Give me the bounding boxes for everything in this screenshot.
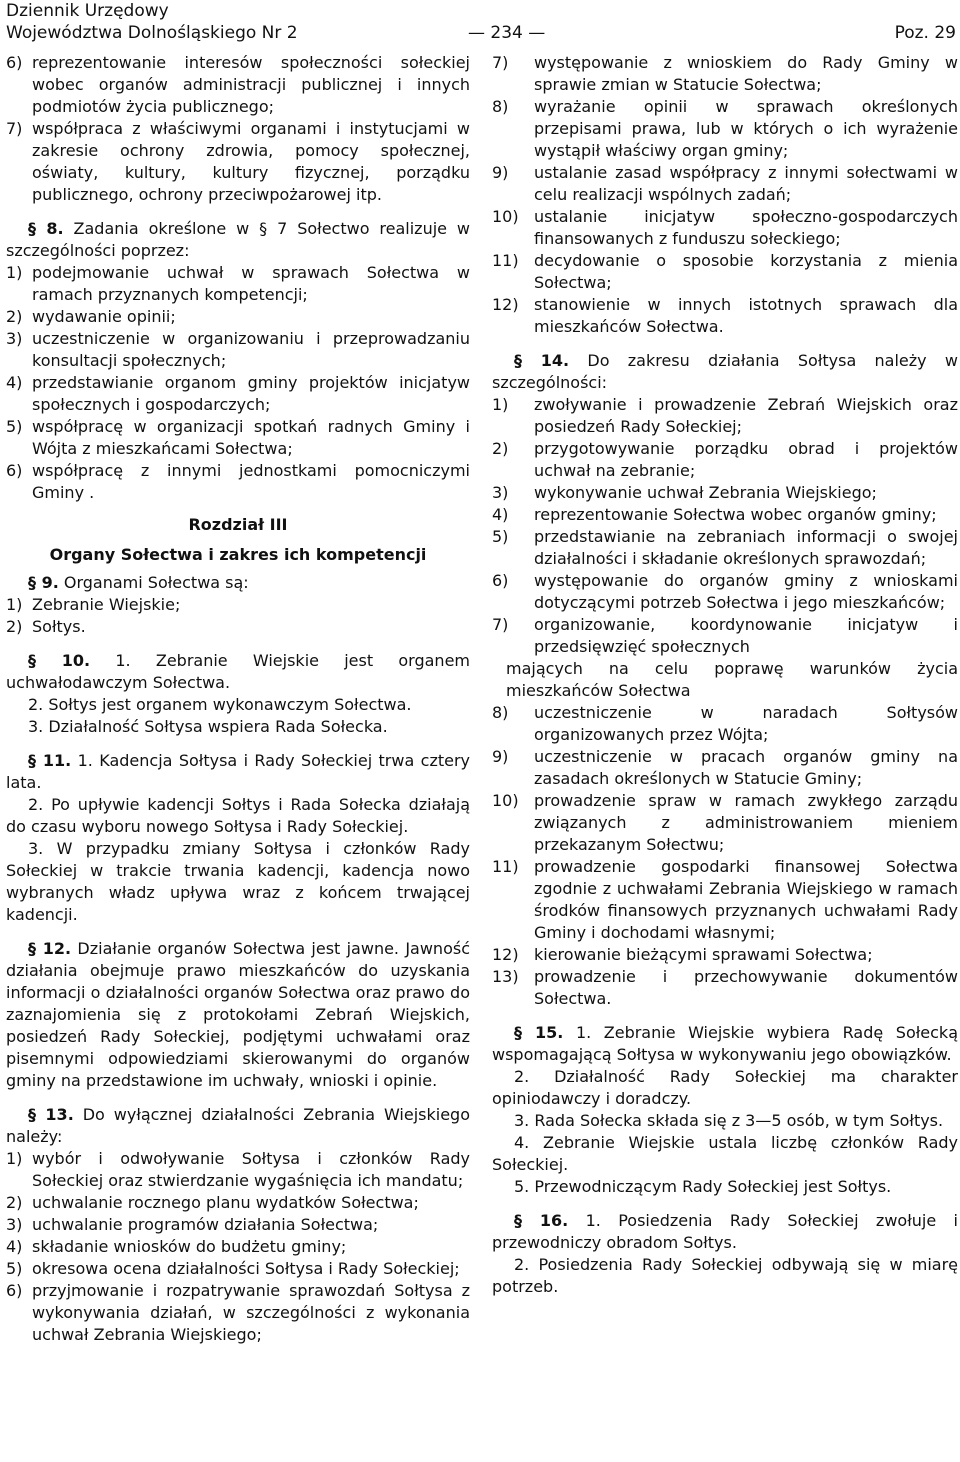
list-item-number: 7) xyxy=(6,119,23,138)
list-item xyxy=(492,944,958,966)
list-item-number: 2) xyxy=(6,617,23,636)
paragraph-9 xyxy=(6,572,470,594)
list-item-number: 7) xyxy=(492,53,509,72)
publication-name: Województwa Dolnośląskiego Nr 2 xyxy=(6,23,298,43)
list-item xyxy=(6,1214,470,1236)
list-item-number: 12) xyxy=(492,945,519,964)
paragraph-16 xyxy=(492,1210,958,1254)
list-item xyxy=(492,790,958,856)
section-mark: § 8. xyxy=(28,219,64,238)
list-item-text: uczestniczenie w naradach Sołtysów organizowanych przez Wójta; xyxy=(534,703,958,744)
section-mark: § 12. xyxy=(28,939,72,958)
left-column xyxy=(6,52,470,1346)
list-item-number: 8) xyxy=(492,97,509,116)
list-item-number: 4) xyxy=(6,1237,23,1256)
list-item-text: Sołtys. xyxy=(32,617,86,636)
section-mark: § 10. xyxy=(28,651,91,670)
paragraph-text: 1. Zebranie Wiejskie jest organem uchwałodawczym Sołectwa. xyxy=(6,651,471,692)
paragraph-16-2: 2. Posiedzenia Rady Sołeckiej odbywają się w miarę potrzeb. xyxy=(492,1255,958,1296)
list-item-number: 1) xyxy=(6,263,23,282)
list-item xyxy=(6,306,470,328)
list-item xyxy=(492,206,958,250)
p7-list xyxy=(6,52,470,206)
list-item xyxy=(492,746,958,790)
paragraph-text: 1. Zebranie Wiejskie wybiera Radę Sołecką wspomagającą Sołtysa w wykonywaniu jego obowiązków. xyxy=(492,1023,958,1064)
list-item-number: 2) xyxy=(6,1193,23,1212)
page-header xyxy=(6,0,956,44)
list-item xyxy=(492,162,958,206)
list-item xyxy=(492,96,958,162)
list-item-number: 5) xyxy=(6,417,23,436)
list-item xyxy=(6,52,470,118)
list-item-number: 12) xyxy=(492,295,519,314)
list-item-number: 2) xyxy=(492,439,509,458)
paragraph-text: 1. Kadencja Sołtysa i Rady Sołeckiej trwa cztery lata. xyxy=(6,751,470,792)
list-item xyxy=(492,526,958,570)
paragraph-14 xyxy=(492,350,958,394)
list-item-number: 7) xyxy=(492,615,509,634)
list-item-text: występowanie do organów gminy z wnioskami dotyczącymi potrzeb Sołectwa i jego mieszkańców; xyxy=(534,571,958,612)
list-item-number: 2) xyxy=(6,307,23,326)
list-item-number: 10) xyxy=(492,207,519,226)
paragraph-text: Do zakresu działania Sołtysa należy w szczególności: xyxy=(492,351,958,392)
list-item-number: 8) xyxy=(492,703,509,722)
list-item xyxy=(492,614,958,658)
list-item xyxy=(492,856,958,944)
list-item-text: stanowienie w innych istotnych sprawach dla mieszkańców Sołectwa. xyxy=(534,295,958,336)
list-item-text: organizowanie, koordynowanie inicjatyw i przedsięwzięć społecznych xyxy=(534,615,958,656)
list-item-text: ustalanie inicjatyw społeczno-gospodarczych finansowanych z funduszu sołeckiego; xyxy=(534,207,958,248)
chapter-subtitle: Organy Sołectwa i zakres ich kompetencji xyxy=(49,545,427,564)
list-item xyxy=(6,1192,470,1214)
list-item xyxy=(492,702,958,746)
paragraph-15-3: 3. Rada Sołecka składa się z 3—5 osób, w tym Sołtys. xyxy=(514,1111,944,1130)
paragraph-text: 1. Posiedzenia Rady Sołeckiej zwołuje i przewodniczy obradom Sołtys. xyxy=(492,1211,958,1252)
list-item-text: kierowanie bieżącymi sprawami Sołectwa; xyxy=(534,945,873,964)
list-item-text: reprezentowanie Sołectwa wobec organów gminy; xyxy=(534,505,937,524)
list-item-text: wykonywanie uchwał Zebrania Wiejskiego; xyxy=(534,483,877,502)
list-item-number: 4) xyxy=(492,505,509,524)
list-item xyxy=(6,328,470,372)
list-item xyxy=(6,1148,470,1192)
paragraph-8 xyxy=(6,218,470,262)
list-item-number: 6) xyxy=(6,461,23,480)
section-mark: § 9. xyxy=(28,573,59,592)
list-item-number: 6) xyxy=(6,1281,23,1300)
paragraph-11 xyxy=(6,750,470,794)
list-item xyxy=(6,616,470,638)
list-item-text: zwoływanie i prowadzenie Zebrań Wiejskich oraz posiedzeń Rady Sołeckiej; xyxy=(534,395,958,436)
paragraph-14-mid: mających na celu poprawę warunków życia mieszkańców Sołectwa xyxy=(506,659,958,700)
list-item-text: przedstawianie organom gminy projektów inicjatyw społecznych i gospodarczych; xyxy=(32,373,470,414)
list-item-text: wyrażanie opinii w sprawach określonych przepisami prawa, lub w których o ich wyrażenie wystąpił właściwy organ gminy; xyxy=(534,97,958,160)
paragraph-12 xyxy=(6,938,470,1092)
list-item-number: 5) xyxy=(492,527,509,546)
p8-list xyxy=(6,262,470,504)
list-item-text: podejmowanie uchwał w sprawach Sołectwa w ramach przyznanych kompetencji; xyxy=(32,263,470,304)
list-item xyxy=(492,250,958,294)
list-item-number: 13) xyxy=(492,967,519,986)
journal-title: Dziennik Urzędowy xyxy=(6,1,169,21)
paragraph-11-3: 3. W przypadku zmiany Sołtysa i członków Rady Sołeckiej w trakcie trwania kadencji, kadencja nowo wybranych władz upływa wraz z końcem trwającej kadencji. xyxy=(6,839,470,924)
list-item xyxy=(6,1236,470,1258)
list-item-number: 1) xyxy=(6,595,23,614)
list-item-text: współpracę z innymi jednostkami pomocniczymi Gminy . xyxy=(32,461,470,502)
list-item-text: okresowa ocena działalności Sołtysa i Rady Sołeckiej; xyxy=(32,1259,460,1278)
list-item-text: uchwalanie rocznego planu wydatków Sołectwa; xyxy=(32,1193,419,1212)
list-item xyxy=(492,52,958,96)
section-mark: § 13. xyxy=(28,1105,74,1124)
list-item-text: współpracę w organizacji spotkań radnych Gminy i Wójta z mieszkańcami Sołectwa; xyxy=(32,417,470,458)
list-item xyxy=(492,966,958,1010)
paragraph-10-3: 3. Działalność Sołtysa wspiera Rada Sołecka. xyxy=(28,717,388,736)
list-item-number: 3) xyxy=(6,329,23,348)
list-item xyxy=(492,570,958,614)
list-item-text: prowadzenie i przechowywanie dokumentów Sołectwa. xyxy=(534,967,958,1008)
list-item xyxy=(6,594,470,616)
list-item-text: wydawanie opinii; xyxy=(32,307,176,326)
list-item xyxy=(6,262,470,306)
p14-list-a xyxy=(492,394,958,658)
section-mark: § 14. xyxy=(514,351,570,370)
list-item-text: przyjmowanie i rozpatrywanie sprawozdań Sołtysa z wykonywania działań, w szczególności z wykonania uchwał Zebrania Wiejskiego; xyxy=(32,1281,470,1344)
paragraph-text: Organami Sołectwa są: xyxy=(58,573,249,592)
list-item-text: współpraca z właściwymi organami i instytucjami w zakresie ochrony zdrowia, pomocy społecznej, oświaty, kultury, kultury fizycznej, porządku publicznego, ochrony przeciwpożarowej itp. xyxy=(32,119,470,204)
p13-list-continued xyxy=(492,52,958,338)
list-item xyxy=(6,460,470,504)
paragraph-15-5: 5. Przewodniczącym Rady Sołeckiej jest Sołtys. xyxy=(514,1177,892,1196)
paragraph-15-2: 2. Działalność Rady Sołeckiej ma charakter opiniodawczy i doradczy. xyxy=(492,1067,958,1108)
section-mark: § 16. xyxy=(514,1211,569,1230)
list-item-number: 6) xyxy=(6,53,23,72)
list-item-text: występowanie z wnioskiem do Rady Gminy w sprawie zmian w Statucie Sołectwa; xyxy=(534,53,958,94)
page-number: — 234 — xyxy=(468,23,546,43)
list-item-text: decydowanie o sposobie korzystania z mienia Sołectwa; xyxy=(534,251,958,292)
header-row xyxy=(6,22,956,44)
p9-list xyxy=(6,594,470,638)
list-item xyxy=(492,438,958,482)
list-item-text: prowadzenie gospodarki finansowej Sołectwa zgodnie z uchwałami Zebrania Wiejskiego w ramach środków finansowych przyznanych uchwałami Rady Gminy i dochodami własnymi; xyxy=(534,857,958,942)
list-item-text: wybór i odwoływanie Sołtysa i członków Rady Sołeckiej oraz stwierdzanie wygaśnięcia ich mandatu; xyxy=(32,1149,470,1190)
list-item-number: 3) xyxy=(6,1215,23,1234)
list-item-number: 1) xyxy=(6,1149,23,1168)
paragraph-text: Do wyłącznej działalności Zebrania Wiejskiego należy: xyxy=(6,1105,471,1146)
list-item xyxy=(6,118,470,206)
list-item-number: 3) xyxy=(492,483,509,502)
list-item-number: 5) xyxy=(6,1259,23,1278)
list-item-number: 9) xyxy=(492,163,509,182)
position-number: Poz. 29 xyxy=(894,23,956,43)
list-item-number: 6) xyxy=(492,571,509,590)
paragraph-10-2: 2. Sołtys jest organem wykonawczym Sołectwa. xyxy=(28,695,412,714)
right-column xyxy=(492,52,958,1298)
list-item xyxy=(492,482,958,504)
paragraph-15 xyxy=(492,1022,958,1066)
list-item-number: 10) xyxy=(492,791,519,810)
paragraph-11-2: 2. Po upływie kadencji Sołtys i Rada Sołecka działają do czasu wyboru nowego Sołtysa i Rady Sołeckiej. xyxy=(6,795,470,836)
list-item-number: 11) xyxy=(492,857,519,876)
list-item xyxy=(6,372,470,416)
list-item xyxy=(6,1280,470,1346)
paragraph-15-4: 4. Zebranie Wiejskie ustala liczbę członków Rady Sołeckiej. xyxy=(492,1133,958,1174)
paragraph-10 xyxy=(6,650,470,694)
list-item-text: przygotowywanie porządku obrad i projektów uchwał na zebranie; xyxy=(534,439,958,480)
section-mark: § 15. xyxy=(514,1023,564,1042)
paragraph-13 xyxy=(6,1104,470,1148)
list-item-text: ustalanie zasad współpracy z innymi sołectwami w celu realizacji wspólnych zadań; xyxy=(534,163,958,204)
list-item-text: uczestniczenie w organizowaniu i przeprowadzaniu konsultacji społecznych; xyxy=(32,329,470,370)
list-item-number: 1) xyxy=(492,395,509,414)
list-item xyxy=(492,504,958,526)
list-item xyxy=(6,1258,470,1280)
section-mark: § 11. xyxy=(28,751,72,770)
p14-list-b xyxy=(492,702,958,1010)
list-item-text: przedstawianie na zebraniach informacji o swojej działalności i składanie określonych sprawozdań; xyxy=(534,527,958,568)
list-item-number: 11) xyxy=(492,251,519,270)
list-item-text: składanie wniosków do budżetu gminy; xyxy=(32,1237,347,1256)
chapter-title: Rozdział III xyxy=(188,515,288,534)
list-item xyxy=(492,394,958,438)
list-item-number: 9) xyxy=(492,747,509,766)
list-item-text: prowadzenie spraw w ramach zwykłego zarządu związanych z administrowaniem mieniem przekazanym Sołectwu; xyxy=(534,791,958,854)
list-item-text: uchwalanie programów działania Sołectwa; xyxy=(32,1215,379,1234)
list-item xyxy=(492,294,958,338)
paragraph-text: Zadania określone w § 7 Sołectwo realizuje w szczególności poprzez: xyxy=(6,219,471,260)
list-item-number: 4) xyxy=(6,373,23,392)
paragraph-text: Działanie organów Sołectwa jest jawne. Jawność działania obejmuje prawo mieszkańców do uzyskania informacji o działalności organów Sołectwa oraz prawo do zaznajomienia się z protokołami Zebrań Wiejskich, posiedzeń Rady Sołeckiej, podjętymi uchwałami oraz pisemnymi odpowiedziami skierowanymi do organów gminy na przedstawione im uchwały, wnioski i opinie. xyxy=(6,939,470,1090)
list-item xyxy=(6,416,470,460)
list-item-text: uczestniczenie w pracach organów gminy na zasadach określonych w Statucie Gminy; xyxy=(534,747,958,788)
list-item-text: Zebranie Wiejskie; xyxy=(32,595,181,614)
p13-list xyxy=(6,1148,470,1346)
list-item-text: reprezentowanie interesów społeczności sołeckiej wobec organów administracji publicznej i innych podmiotów życia publicznego; xyxy=(32,53,470,116)
